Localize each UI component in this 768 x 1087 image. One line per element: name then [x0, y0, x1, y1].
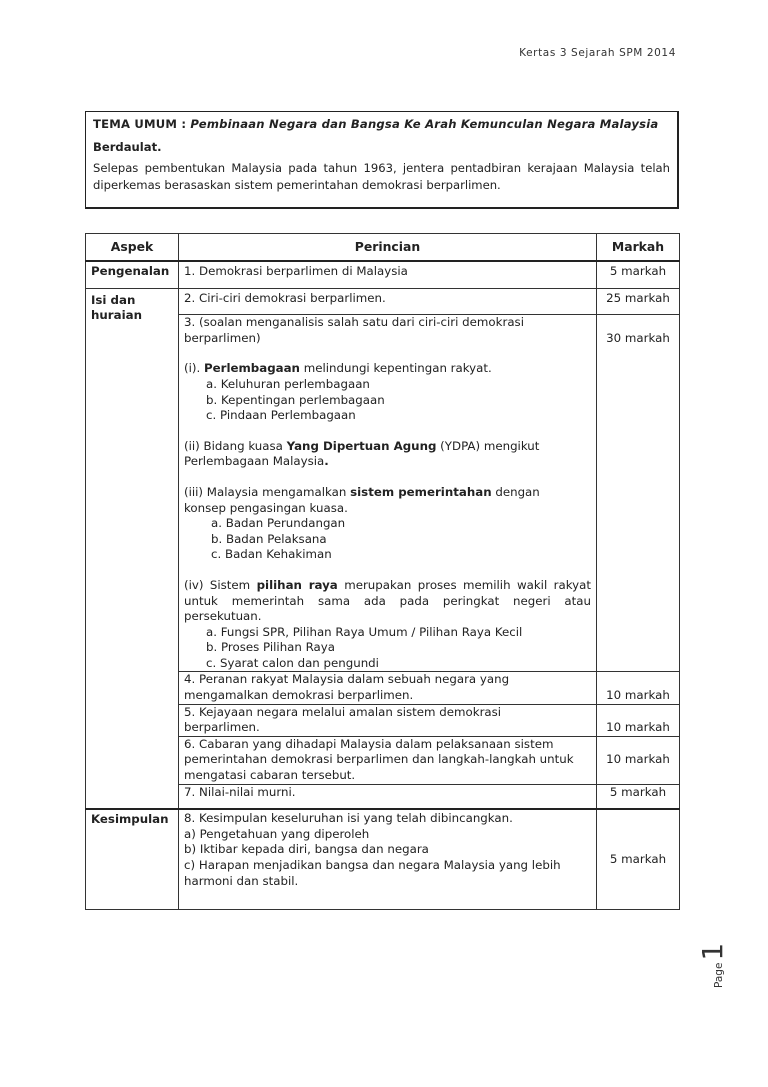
aspek-kesimpulan: Kesimpulan: [86, 809, 179, 909]
theme-label: TEMA UMUM :: [93, 117, 187, 131]
theme-box: [85, 111, 679, 209]
perincian-item3: [179, 315, 597, 672]
item3-ii-bold: Yang Dipertuan Agung: [286, 438, 437, 453]
perincian-item2: 2. Ciri-ciri demokrasi berparlimen.: [179, 288, 597, 315]
item3-iii-b: b. Badan Pelaksana: [211, 531, 327, 546]
table-row-pengenalan: [86, 261, 680, 288]
table-header-row: [86, 234, 680, 262]
markah-pengenalan: 5 markah: [597, 261, 680, 288]
markah-item2: 25 markah: [597, 288, 680, 315]
item3-iv-b: b. Proses Pilihan Raya: [206, 640, 335, 655]
item3-i-bold: Perlembagaan: [203, 361, 300, 376]
perincian-kesimpulan: [179, 809, 597, 909]
item3-i-a: a. Keluhuran perlembagaan: [206, 376, 370, 391]
perincian-item4: 4. Peranan rakyat Malaysia dalam sebuah negara yang mengamalkan demokrasi berparlimen.: [179, 672, 597, 704]
item3-iv-a: a. Fungsi SPR, Pilihan Raya Umum / Pilihan Raya Kecil: [206, 624, 523, 639]
kesimpulan-line-1: 8. Kesimpulan keseluruhan isi yang telah dibincangkan.: [184, 811, 513, 826]
markah-item5: 10 markah: [597, 704, 680, 736]
marking-scheme-table: [85, 233, 680, 910]
markah-item7: 5 markah: [597, 784, 680, 809]
perincian-pengenalan: 1. Demokrasi berparlimen di Malaysia: [179, 261, 597, 288]
markah-item3: 30 markah: [597, 315, 680, 672]
page-number-value: 1: [696, 942, 729, 961]
theme-title-text: Pembinaan Negara dan Bangsa Ke Arah Kemunculan Negara Malaysia: [190, 117, 659, 131]
item3-iv-bold: pilihan raya: [256, 577, 338, 592]
perincian-item7: 7. Nilai-nilai murni.: [179, 784, 597, 809]
item3-iii-a: a. Badan Perundangan: [211, 516, 346, 531]
header-perincian: Perincian: [179, 234, 597, 262]
item3-i-b: b. Kepentingan perlembagaan: [206, 392, 385, 407]
header-aspek: Aspek: [86, 234, 179, 262]
header-markah: Markah: [597, 234, 680, 262]
page-number: [696, 942, 749, 988]
item3-iii-bold: sistem pemerintahan: [350, 484, 492, 499]
kesimpulan-line-4: c) Harapan menjadikan bangsa dan negara Malaysia yang lebih harmoni dan stabil.: [184, 858, 561, 888]
item3-i-c: c. Pindaan Perlembagaan: [206, 408, 356, 423]
table-row-kesimpulan: [86, 809, 680, 909]
kesimpulan-line-3: b) Iktibar kepada diri, bangsa dan negara: [184, 842, 429, 857]
markah-item4: 10 markah: [597, 672, 680, 704]
theme-description: Selepas pembentukan Malaysia pada tahun 1963, jentera pentadbiran kerajaan Malaysia telah diperkemas berasaskan sistem pemerintahan demokrasi berparlimen.: [93, 161, 670, 192]
item3-iv-c: c. Syarat calon dan pengundi: [206, 655, 379, 670]
document-header-title: Kertas 3 Sejarah SPM 2014: [519, 47, 676, 59]
item3-iii: (iii) Malaysia mengamalkan sistem pemerintahan dengan konsep pengasingan kuasa.: [184, 484, 540, 515]
aspek-pengenalan: Pengenalan: [86, 261, 179, 288]
perincian-item6: 6. Cabaran yang dihadapi Malaysia dalam pelaksanaan sistem pemerintahan demokrasi berparlimen dan langkah-langkah untuk mengatasi cabaran tersebut.: [179, 736, 597, 784]
perincian-item5: 5. Kejayaan negara melalui amalan sistem demokrasi berparlimen.: [179, 704, 597, 736]
item3-intro: 3. (soalan menganalisis salah satu dari ciri-ciri demokrasi berparlimen): [184, 315, 524, 345]
theme-title-line2: Berdaulat.: [93, 140, 162, 154]
kesimpulan-line-2: a) Pengetahuan yang diperoleh: [184, 826, 370, 841]
page-label: Page: [713, 962, 725, 988]
table-row-item2: [86, 288, 680, 315]
markah-kesimpulan: 5 markah: [597, 809, 680, 909]
markah-item6: 10 markah: [597, 736, 680, 784]
item3-iv: (iv) Sistem pilihan raya merupakan proses memilih wakil rakyat untuk memerintah sama ada pada peringkat negeri atau persekutuan.: [184, 577, 591, 624]
item3-ii: (ii) Bidang kuasa Yang Dipertuan Agung (YDPA) mengikut Perlembagaan Malaysia.: [184, 438, 540, 469]
aspek-isi: Isi dan huraian: [86, 288, 179, 809]
item3-iii-c: c. Badan Kehakiman: [211, 547, 332, 562]
item3-i: (i). Perlembagaan melindungi kepentingan rakyat.: [184, 361, 492, 376]
theme-title: [93, 116, 670, 133]
